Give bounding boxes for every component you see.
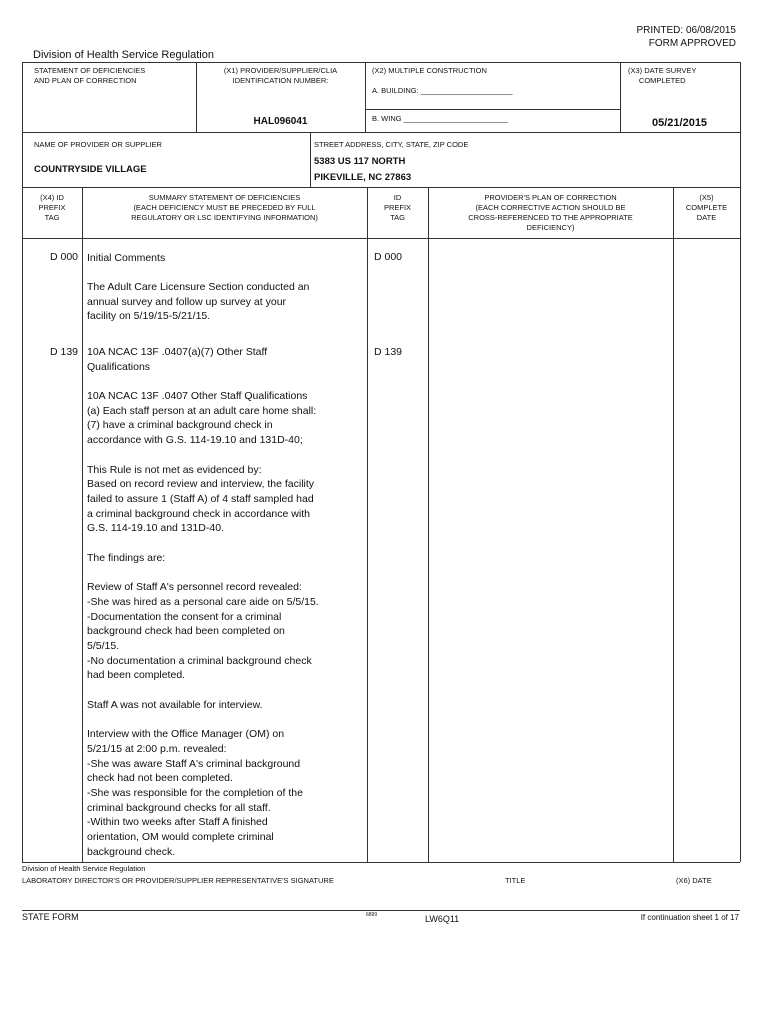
event-id: LW6Q11 [425, 914, 460, 924]
entry-prefix-tag: D 139 [50, 346, 79, 358]
provider-id-number: HAL096041 [253, 116, 308, 127]
division-title: Division of Health Service Regulation [33, 49, 214, 61]
footer-division: Division of Health Service Regulation [22, 864, 146, 873]
entry-id-tag: D 000 [374, 251, 403, 263]
entry-prefix-tag: D 000 [50, 251, 79, 263]
printed-date: PRINTED: 06/08/2015 [636, 25, 736, 36]
provider-name-label: NAME OF PROVIDER OR SUPPLIER [34, 140, 162, 149]
wing-label: B. WING _________________________ [372, 114, 508, 123]
address-label: STREET ADDRESS, CITY, STATE, ZIP CODE [314, 140, 469, 149]
x2-label: (X2) MULTIPLE CONSTRUCTION [372, 66, 487, 75]
title-label: TITLE [505, 876, 526, 885]
x3-label: (X3) DATE SURVEY COMPLETED [628, 66, 697, 85]
entry-text: 10A NCAC 13F .0407 Other Staff Qualifications (a) Each staff person at an adult care home shall: (7) have a criminal background check in accordance with G.S. 114-19.10 and 131D-40; This Rule is not met as evidenced by: Based on record review and interview, the facility failed to assure 1 (Staff A) of 4 staff sampled had a criminal background check in accordance with G.S. 114-19.10 and 131D-40. The findings are: Review of Staff A's personnel record revealed: -She was hired as a personal care aide on 5/5/15. -Documentation the consent for a criminal background check had been completed on 5/5/15. -No documentation a criminal background check had been completed. Staff A was not available for interview. Interview with the Office Manager (OM) on 5/21/15 at 2:00 p.m. revealed: -She was aware Staff A's criminal background check had not been completed. -She was responsible for the completion of the criminal background checks for all staff. -Within two weeks after Staff A finished orientation, OM would complete criminal background check. [87, 390, 319, 858]
form-status: FORM APPROVED [648, 38, 736, 49]
state-form-label: STATE FORM [22, 912, 79, 922]
col-x4-header: (X4) ID PREFIX TAG [38, 193, 66, 222]
entry-heading: 10A NCAC 13F .0407(a)(7) Other Staff Qualifications [87, 346, 268, 373]
x6-date-label: (X6) DATE [676, 876, 712, 885]
entry-heading: Initial Comments [87, 252, 166, 264]
footer-divider [22, 910, 740, 911]
address-line1: 5383 US 117 NORTH [314, 156, 406, 167]
col-summary-header: SUMMARY STATEMENT OF DEFICIENCIES (EACH DEFICIENCY MUST BE PRECEDED BY FULL REGULATORY OR LSC IDENTIFYING INFORMATION) [131, 193, 318, 222]
col-plan-header: PROVIDER'S PLAN OF CORRECTION (EACH CORRECTIVE ACTION SHOULD BE CROSS-REFERENCED TO THE APPROPRIATE DEFICIENCY) [468, 193, 633, 232]
address-line2: PIKEVILLE, NC 27863 [314, 172, 412, 183]
entry-text: The Adult Care Licensure Section conducted an annual survey and follow up survey at your facility on 5/19/15-5/21/15. [87, 281, 310, 323]
survey-date: 05/21/2015 [652, 117, 708, 129]
provider-name: COUNTRYSIDE VILLAGE [34, 164, 147, 175]
col-id-header: ID PREFIX TAG [383, 193, 412, 222]
col-x5-header: (X5) COMPLETE DATE [685, 193, 728, 222]
entry-id-tag: D 139 [374, 346, 403, 358]
building-label: A. BUILDING: ______________________ [372, 86, 513, 95]
statement-label: STATEMENT OF DEFICIENCIES AND PLAN OF CORRECTION [34, 66, 146, 85]
signature-label: LABORATORY DIRECTOR'S OR PROVIDER/SUPPLIER REPRESENTATIVE'S SIGNATURE [22, 876, 334, 885]
x1-label: (X1) PROVIDER/SUPPLIER/CLIA IDENTIFICATION NUMBER: [223, 66, 338, 85]
form-code: 6899 [366, 912, 378, 918]
continuation-note: If continuation sheet 1 of 17 [640, 913, 739, 922]
